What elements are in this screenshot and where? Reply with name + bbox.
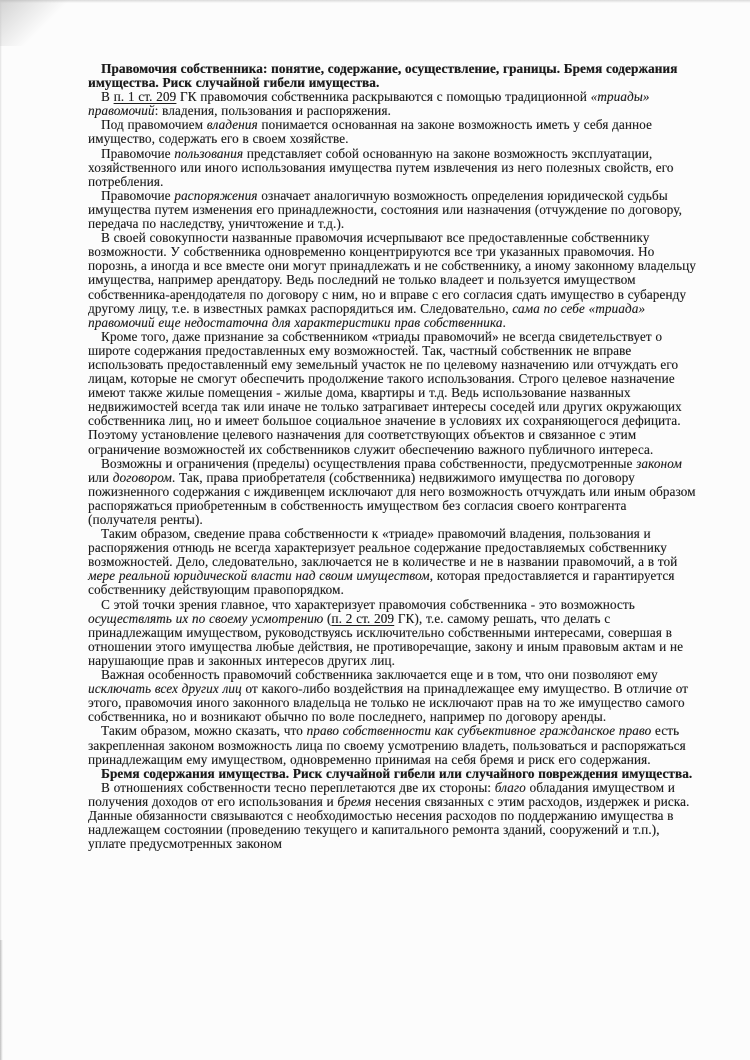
text-segment: В отношениях собственности тесно переплетаются две их стороны: [101,779,495,795]
text-segment: законом [636,455,682,471]
text-segment: бремя [337,793,372,809]
text-segment: Таким образом, сведение права собственности к «триаде» правомочий владения, пользования и распоряжения отнюдь не всегда характеризует реальное содержание предоставляемых собственнику возможностей. Дело, следовательно, заключается не в количестве и не в названии правомочий, а в той [88,526,678,570]
document-text [88,62,696,851]
text-segment: Под правомочием [101,117,207,133]
scan-edge-left [0,0,2,1060]
text-segment: исключать всех других лиц [88,681,242,697]
text-segment: Правомочия собственника: понятие, содержание, осуществление, границы. Бремя содержания имущества. Риск случайной гибели имущества. [88,61,678,91]
paragraph [88,668,696,724]
paragraph [88,147,696,189]
text-segment: ГК правомочия собственника раскрываются с помощью традиционной [176,89,591,105]
text-segment: осуществлять их по своему усмотрению [88,610,324,626]
text-segment: несения связанных с этим расходов, издержек и риска. Данные обязанности связываются с необходимостью несения расходов по поддержанию имущества в надлежащем состоянии (проведению текущего и капитального ремонта зданий, сооружений и т.п.), уплате предусмотренных законом [88,793,690,852]
text-segment: Возможны и ограничения (пределы) осуществления права собственности, предусмотренные [101,455,637,471]
scan-edge-top [0,0,750,3]
section-heading [88,62,696,90]
paragraph [88,724,696,766]
text-segment: договором [112,469,172,485]
text-segment: В своей совокупности названные правомочия исчерпывают все предоставленные собственнику возможности. У собственника одновременно концентрируются все три указанных правомочия. Но порознь, а иногда и все вместе они могут принадлежать и не собственнику, а иному законному владельцу имущества, например арендатору. Ведь последний не только владеет и пользуется имуществом собственника-арендодателя по договору с ним, но и вправе с его согласия сдать имущество в субаренду другому лицу, т.е. в известных рамках распорядиться им. Следовательно, [88,230,696,316]
text-segment: сама по себе «триада» правомочий еще недостаточна для характеристики прав собственника [88,300,646,330]
law-article-reference: п. 2 ст. 209 [331,610,395,626]
text-segment: ГК), т.е. самому решать, что делать с принадлежащим имуществом, руководствуясь исключительно собственными интересами, совершая в отношении этого имущества любые действия, не противоречащие, закону и иным правовым актам и не нарушающие прав и законных интересов других лиц. [88,610,684,668]
text-segment: мере реальной юридической власти над своим имуществом [88,568,430,584]
text-segment: . Так, права приобретателя (собственника) недвижимого имущества по договору пожизненного содержания с иждивенцем исключают для него возможность отчуждать или иным образом распоряжаться приобретенным в собственность имуществом без согласия своего контрагента (получателя ренты). [88,469,696,527]
text-segment: Правомочие [101,145,175,161]
text-segment: Кроме того, даже признание за собственником «триады правомочий» не всегда свидетельствует о широте содержания предоставленных ему возможностей. Так, частный собственник не вправе использовать предоставленный ему земельный участок не по целевому назначению или отчуждать его лицам, которые не смогут обеспечить продолжение такого использования. Строго целевое назначение имеют также жилые помещения - жилые дома, квартиры и т.д. Ведь использование названных недвижимостей всегда так или иначе не только затрагивает интересы соседей или других окружающих собственника лиц, но и имеет большое социальное значение в условиях их сохраняющегося дефицита. Поэтому установление целевого назначения для соответствующих объектов и связанное с этим ограничение возможностей их собственников служит обеспечению важного публичного интереса. [88,328,682,457]
text-segment: от какого-либо воздействия на принадлежащее ему имущество. В отличие от этого, правомочия иного законного владельца не только не исключают прав на то же имущество самого собственника, но и возникают обычно по воле последнего, например по договору аренды. [88,681,689,725]
text-segment: представляет собой основанную на законе возможность эксплуатации, хозяйственного или иного использования имущества путем извлечения из него полезных свойств, его потребления. [88,145,674,189]
paragraph [88,527,696,597]
text-segment: , которая предоставляется и гарантируется собственнику действующим правопорядком. [88,568,675,598]
text-segment: право собственности как субъективное гражданское право [306,723,652,739]
paragraph [88,231,696,330]
text-segment: Правомочие [101,187,175,203]
text-segment: благо [494,779,526,795]
text-segment: Важная особенность правомочий собственника заключается еще и в том, что они позволяют ему [101,667,658,683]
paragraph [88,330,696,457]
scan-edge-bottom-left [0,940,3,1060]
paragraph [88,90,696,118]
text-segment: ( [323,610,332,626]
text-segment: означает аналогичную возможность определения юридической судьбы имущества путем изменения его принадлежности, состояния или назначения (отчуждение по договору, передача по наследству, уничтожение и т.д.). [88,187,682,232]
text-segment: Таким образом, можно сказать, что [101,723,307,739]
text-segment: понимается основанная на законе возможность иметь у себя данное имущество, содержать его в своем хозяйстве. [88,117,652,147]
paragraph [88,189,696,231]
text-segment: пользования [174,145,244,161]
scan-edge-top-left-corner [0,0,72,46]
paragraph [88,781,696,851]
text-segment: Бремя содержания имущества. Риск случайной гибели или случайного повреждения имущества. [101,765,693,781]
paragraph [88,457,696,527]
text-segment: распоряжения [174,187,258,203]
text-segment: или [88,469,113,485]
text-segment: есть закрепленная законом возможность лица по своему усмотрению владеть, пользоваться и распоряжаться принадлежащим ему имуществом, одновременно принимая на себя бремя и риск его содержания. [88,723,686,767]
law-article-reference: п. 1 ст. 209 [113,89,177,105]
text-segment: обладания имуществом и получения доходов от его использования и [88,779,675,809]
text-segment: владения [206,117,258,133]
paragraph [88,118,696,146]
text-segment: : владения, пользования и распоряжения. [154,103,391,119]
text-segment: В [101,89,114,105]
paragraph [88,598,696,668]
text-segment: . [502,314,506,330]
text-segment: «триады» правомочий [88,89,650,119]
text-segment: С этой точки зрения главное, что характеризует правомочия собственника - это возможность [101,596,635,612]
section-heading [88,767,696,781]
